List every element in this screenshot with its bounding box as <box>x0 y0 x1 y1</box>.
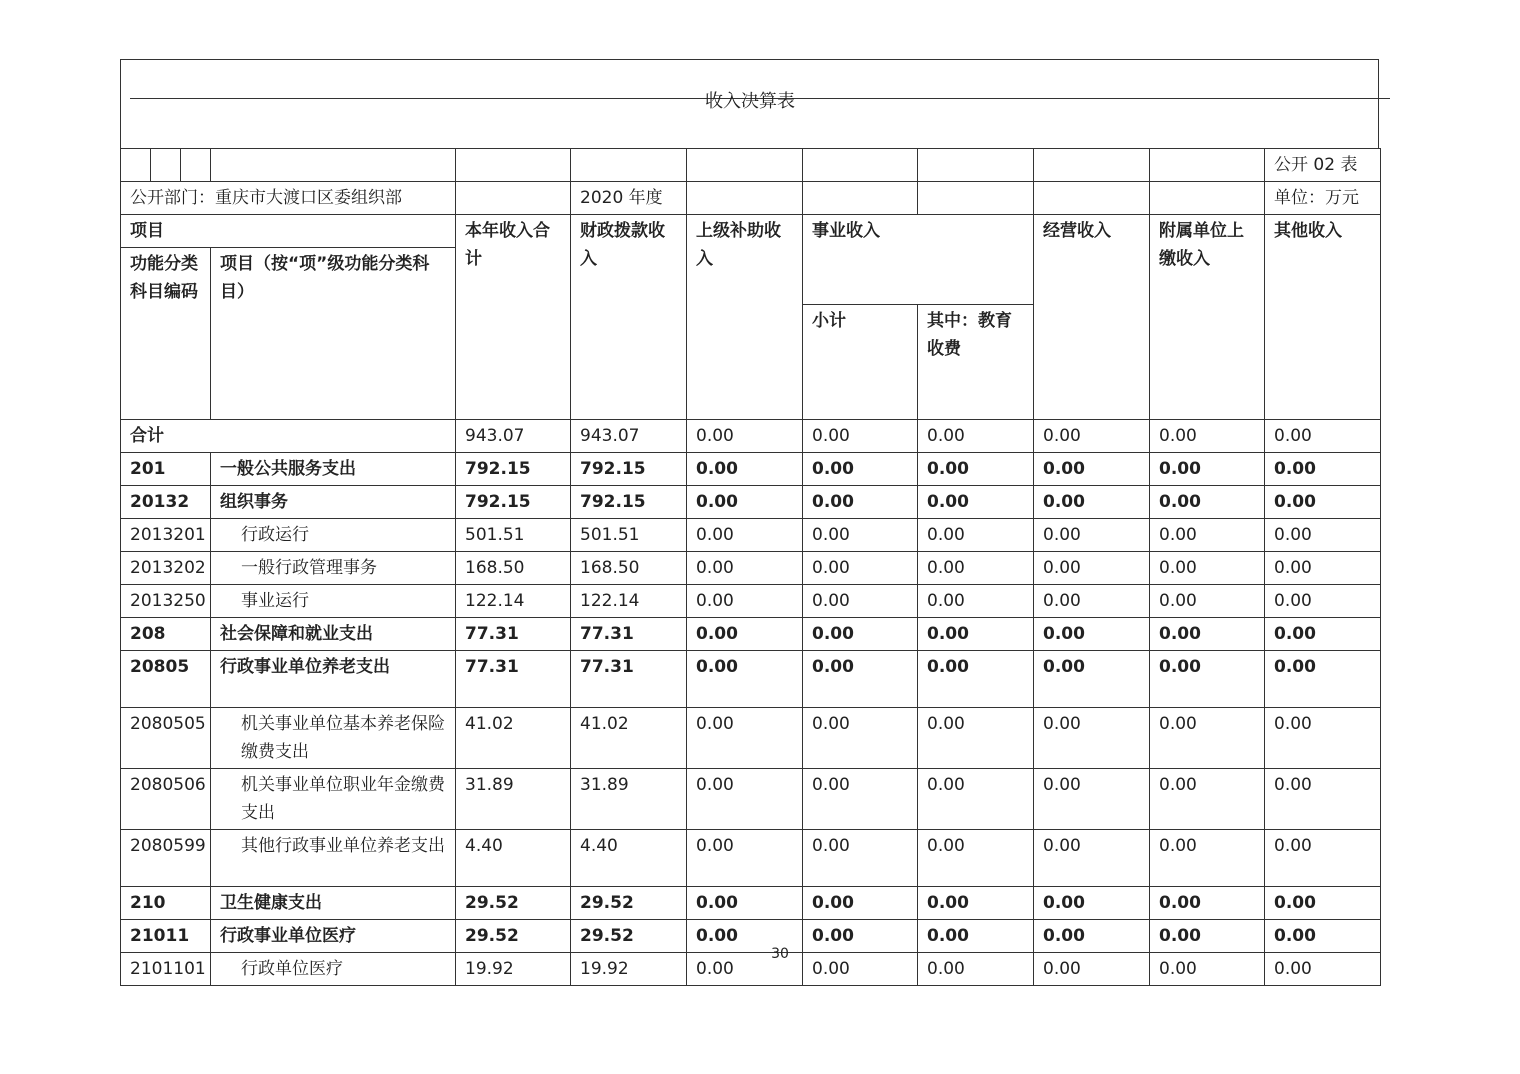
row-value: 0.00 <box>1150 552 1265 585</box>
row-value: 0.00 <box>1034 953 1150 986</box>
row-value: 501.51 <box>571 519 687 552</box>
row-value: 0.00 <box>1150 920 1265 953</box>
row-value: 0.00 <box>1150 708 1265 769</box>
total-value: 0.00 <box>918 420 1034 453</box>
row-value: 0.00 <box>687 651 803 708</box>
header-edu: 其中：教育收费 <box>918 305 1034 420</box>
row-value: 0.00 <box>1150 830 1265 887</box>
row-value: 792.15 <box>571 486 687 519</box>
row-value: 19.92 <box>571 953 687 986</box>
row-value: 0.00 <box>1034 519 1150 552</box>
row-name: 其他行政事业单位养老支出 <box>211 830 456 887</box>
row-code: 2101101 <box>121 953 211 986</box>
table-row <box>121 769 1381 830</box>
row-value: 41.02 <box>456 708 571 769</box>
row-value: 0.00 <box>1265 585 1381 618</box>
row-value: 0.00 <box>687 953 803 986</box>
row-value: 0.00 <box>1265 769 1381 830</box>
row-value: 77.31 <box>456 618 571 651</box>
row-value: 29.52 <box>456 887 571 920</box>
row-value: 0.00 <box>1034 453 1150 486</box>
page-number: 30 <box>771 946 789 962</box>
row-value: 0.00 <box>803 920 918 953</box>
row-value: 0.00 <box>1150 519 1265 552</box>
row-value: 0.00 <box>1034 887 1150 920</box>
row-value: 0.00 <box>803 830 918 887</box>
header-item: 项目 <box>121 215 456 248</box>
header-affiliated: 附属单位上缴收入 <box>1150 215 1265 420</box>
row-value: 0.00 <box>803 887 918 920</box>
row-value: 0.00 <box>1265 453 1381 486</box>
row-value: 0.00 <box>1150 486 1265 519</box>
row-value: 168.50 <box>571 552 687 585</box>
row-value: 0.00 <box>918 453 1034 486</box>
row-value: 0.00 <box>1265 486 1381 519</box>
total-value: 0.00 <box>1034 420 1150 453</box>
row-value: 0.00 <box>687 708 803 769</box>
row-code: 201 <box>121 453 211 486</box>
header-total: 本年收入合计 <box>456 215 571 420</box>
meta-row <box>121 182 1381 215</box>
row-value: 0.00 <box>803 953 918 986</box>
row-value: 0.00 <box>1150 585 1265 618</box>
row-code: 2013250 <box>121 585 211 618</box>
row-value: 0.00 <box>1265 953 1381 986</box>
row-code: 20805 <box>121 651 211 708</box>
table-row <box>121 486 1381 519</box>
row-name: 行政事业单位养老支出 <box>211 651 456 708</box>
total-value: 0.00 <box>803 420 918 453</box>
table-row <box>121 887 1381 920</box>
row-value: 0.00 <box>803 769 918 830</box>
row-name: 行政单位医疗 <box>211 953 456 986</box>
table-row <box>121 453 1381 486</box>
row-code: 21011 <box>121 920 211 953</box>
row-value: 0.00 <box>803 519 918 552</box>
row-name: 组织事务 <box>211 486 456 519</box>
total-label: 合计 <box>121 420 456 453</box>
row-value: 77.31 <box>456 651 571 708</box>
row-value: 0.00 <box>687 519 803 552</box>
row-value: 122.14 <box>456 585 571 618</box>
row-value: 31.89 <box>456 769 571 830</box>
row-code: 2013202 <box>121 552 211 585</box>
row-value: 0.00 <box>687 920 803 953</box>
header-row-1 <box>121 215 1381 248</box>
row-value: 0.00 <box>687 830 803 887</box>
row-value: 0.00 <box>918 920 1034 953</box>
row-value: 0.00 <box>1265 708 1381 769</box>
row-code: 20132 <box>121 486 211 519</box>
row-value: 0.00 <box>1150 453 1265 486</box>
row-code: 2013201 <box>121 519 211 552</box>
table-row <box>121 585 1381 618</box>
row-name: 一般公共服务支出 <box>211 453 456 486</box>
row-value: 4.40 <box>456 830 571 887</box>
row-value: 0.00 <box>1034 651 1150 708</box>
header-business: 事业收入 <box>803 215 1034 305</box>
row-code: 208 <box>121 618 211 651</box>
table-row <box>121 552 1381 585</box>
row-value: 0.00 <box>1265 920 1381 953</box>
row-value: 0.00 <box>1150 953 1265 986</box>
row-value: 0.00 <box>1034 769 1150 830</box>
row-value: 4.40 <box>571 830 687 887</box>
row-value: 792.15 <box>456 486 571 519</box>
row-value: 0.00 <box>1034 920 1150 953</box>
table-row <box>121 651 1381 708</box>
row-value: 0.00 <box>918 486 1034 519</box>
row-value: 0.00 <box>1265 519 1381 552</box>
row-value: 0.00 <box>687 618 803 651</box>
row-code: 2080505 <box>121 708 211 769</box>
row-value: 792.15 <box>571 453 687 486</box>
row-name: 机关事业单位职业年金缴费支出 <box>211 769 456 830</box>
row-value: 0.00 <box>1034 585 1150 618</box>
row-value: 0.00 <box>918 769 1034 830</box>
row-name: 卫生健康支出 <box>211 887 456 920</box>
page-title: 收入决算表 <box>705 91 795 112</box>
row-value: 0.00 <box>687 769 803 830</box>
row-value: 501.51 <box>456 519 571 552</box>
row-code: 2080506 <box>121 769 211 830</box>
row-value: 31.89 <box>571 769 687 830</box>
table-number: 公开 02 表 <box>1265 149 1381 182</box>
row-value: 0.00 <box>687 486 803 519</box>
total-value: 0.00 <box>687 420 803 453</box>
header-fiscal: 财政拨款收入 <box>571 215 687 420</box>
header-code: 功能分类科目编码 <box>121 248 211 420</box>
year-label: 2020 年度 <box>571 182 687 215</box>
row-value: 0.00 <box>1150 887 1265 920</box>
table-row <box>121 708 1381 769</box>
row-value: 122.14 <box>571 585 687 618</box>
row-value: 0.00 <box>1034 486 1150 519</box>
row-name: 一般行政管理事务 <box>211 552 456 585</box>
row-value: 168.50 <box>456 552 571 585</box>
row-value: 0.00 <box>687 887 803 920</box>
row-value: 0.00 <box>918 585 1034 618</box>
row-value: 0.00 <box>918 887 1034 920</box>
row-name: 行政运行 <box>211 519 456 552</box>
header-superior: 上级补助收入 <box>687 215 803 420</box>
row-value: 0.00 <box>918 519 1034 552</box>
row-name: 社会保障和就业支出 <box>211 618 456 651</box>
row-code: 210 <box>121 887 211 920</box>
row-value: 0.00 <box>1265 887 1381 920</box>
row-name: 行政事业单位医疗 <box>211 920 456 953</box>
income-table <box>120 148 1381 986</box>
row-value: 0.00 <box>687 552 803 585</box>
row-value: 0.00 <box>1034 708 1150 769</box>
row-value: 0.00 <box>803 486 918 519</box>
row-value: 0.00 <box>918 651 1034 708</box>
header-operating: 经营收入 <box>1034 215 1150 420</box>
row-value: 29.52 <box>456 920 571 953</box>
row-value: 0.00 <box>1265 651 1381 708</box>
total-value: 943.07 <box>571 420 687 453</box>
row-value: 0.00 <box>687 453 803 486</box>
row-value: 0.00 <box>1150 651 1265 708</box>
total-value: 0.00 <box>1150 420 1265 453</box>
row-value: 0.00 <box>803 552 918 585</box>
row-name: 机关事业单位基本养老保险缴费支出 <box>211 708 456 769</box>
row-value: 0.00 <box>803 585 918 618</box>
row-value: 0.00 <box>918 708 1034 769</box>
header-subtotal: 小计 <box>803 305 918 420</box>
blank-row <box>121 149 1381 182</box>
row-value: 792.15 <box>456 453 571 486</box>
row-value: 0.00 <box>918 830 1034 887</box>
row-value: 0.00 <box>1265 618 1381 651</box>
table-row <box>121 830 1381 887</box>
row-value: 77.31 <box>571 618 687 651</box>
row-value: 0.00 <box>803 651 918 708</box>
total-value: 0.00 <box>1265 420 1381 453</box>
header-name: 项目（按“项”级功能分类科目） <box>211 248 456 420</box>
row-value: 77.31 <box>571 651 687 708</box>
row-value: 0.00 <box>918 552 1034 585</box>
row-value: 0.00 <box>1034 618 1150 651</box>
row-value: 0.00 <box>1034 830 1150 887</box>
table-row <box>121 519 1381 552</box>
row-value: 19.92 <box>456 953 571 986</box>
total-row <box>121 420 1381 453</box>
row-value: 0.00 <box>918 953 1034 986</box>
row-value: 0.00 <box>1265 830 1381 887</box>
row-value: 29.52 <box>571 887 687 920</box>
department-label: 公开部门：重庆市大渡口区委组织部 <box>121 182 456 215</box>
row-value: 0.00 <box>918 618 1034 651</box>
total-value: 943.07 <box>456 420 571 453</box>
row-value: 0.00 <box>1150 618 1265 651</box>
row-value: 0.00 <box>687 585 803 618</box>
row-value: 29.52 <box>571 920 687 953</box>
row-value: 0.00 <box>1265 552 1381 585</box>
row-value: 0.00 <box>803 618 918 651</box>
row-code: 2080599 <box>121 830 211 887</box>
unit-label: 单位：万元 <box>1265 182 1381 215</box>
row-name: 事业运行 <box>211 585 456 618</box>
row-value: 41.02 <box>571 708 687 769</box>
header-other: 其他收入 <box>1265 215 1381 420</box>
row-value: 0.00 <box>803 708 918 769</box>
table-row <box>121 618 1381 651</box>
row-value: 0.00 <box>1034 552 1150 585</box>
row-value: 0.00 <box>803 453 918 486</box>
row-value: 0.00 <box>1150 769 1265 830</box>
